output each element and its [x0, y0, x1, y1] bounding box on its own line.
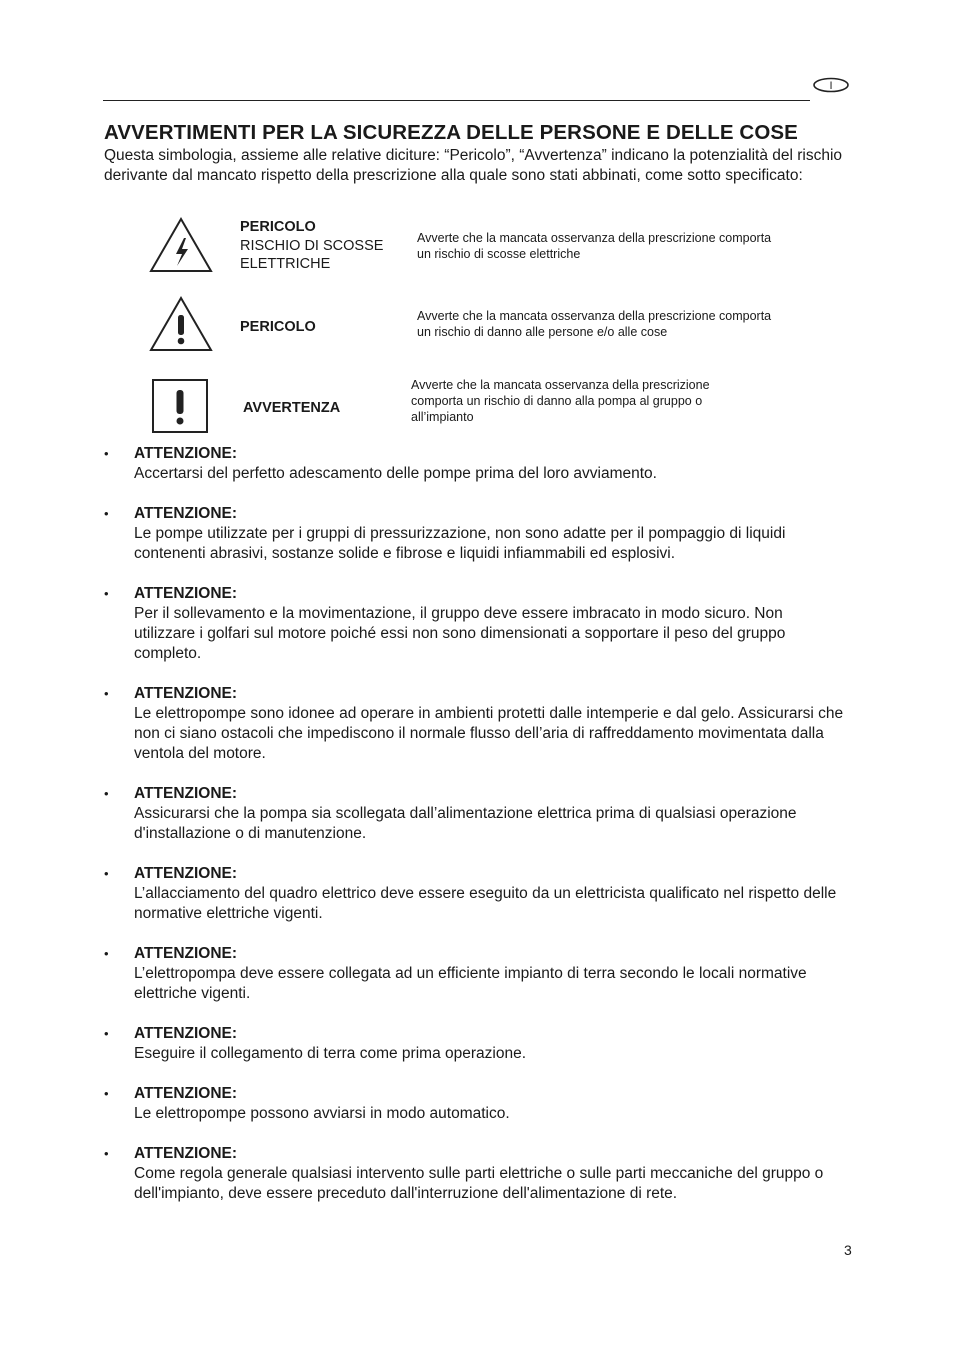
symbol-2-description: Avverte che la mancata osservanza della prescrizione comporta un rischio di danno alle persone e/o alle cose — [417, 309, 772, 339]
warning-label: ATTENZIONE: — [134, 1145, 238, 1162]
warning-text: Le elettropompe possono avviarsi in modo automatico. — [134, 1105, 510, 1122]
warning-label: ATTENZIONE: — [134, 945, 238, 962]
warning-item — [104, 1144, 844, 1204]
language-badge-label: I — [829, 80, 833, 92]
bullet-icon: • — [104, 586, 109, 601]
exclamation-warning-triangle-icon — [148, 295, 214, 358]
warning-label: ATTENZIONE: — [134, 585, 238, 602]
symbol-1-title: PERICOLO — [240, 219, 316, 235]
warning-text: Assicurarsi che la pompa sia scollegata dall’alimentazione elettrica prima di qualsiasi operazione d'installazione o di manutenzione. — [134, 805, 797, 842]
warning-item — [104, 444, 844, 484]
electric-shock-warning-icon — [148, 216, 214, 279]
warning-label: ATTENZIONE: — [134, 505, 238, 522]
bullet-icon: • — [104, 866, 109, 881]
warning-text: Le elettropompe sono idonee ad operare in ambienti protetti dalle intemperie e dal gelo. Assicurarsi che non ci siano ostacoli che impediscono il normale flusso dell’aria di raffreddamento movimentata dalla ventola del motore. — [134, 705, 844, 762]
bullet-icon: • — [104, 1146, 109, 1161]
symbol-2-title: PERICOLO — [240, 319, 316, 335]
warning-item — [104, 584, 844, 664]
warning-item — [104, 504, 844, 564]
intro-paragraph: Questa simbologia, assieme alle relative diciture: “Pericolo”, “Avvertenza” indicano la potenzialità del rischio derivante dal mancato rispetto della prescrizione alla quale sono stati abbinati, come sotto specificato: — [104, 147, 843, 184]
bullet-icon: • — [104, 786, 109, 801]
exclamation-square-icon — [151, 376, 209, 439]
page-number: 3 — [844, 1242, 852, 1258]
warning-text: Come regola generale qualsiasi intervento sulle parti elettriche o sulle parti meccaniche del gruppo o dell'impianto, deve essere preceduto dall'interruzione dell'alimentazione di rete. — [134, 1165, 824, 1202]
language-badge-icon — [812, 77, 850, 93]
symbol-1-subtitle: RISCHIO DI SCOSSE ELETTRICHE — [240, 238, 384, 272]
warning-item — [104, 684, 844, 764]
warning-text: L’elettropompa deve essere collegata ad un efficiente impianto di terra secondo le locali normative elettriche vigenti. — [134, 965, 807, 1002]
header-rule — [103, 100, 810, 101]
warning-label: ATTENZIONE: — [134, 445, 238, 462]
bullet-icon: • — [104, 446, 109, 461]
symbol-1-description: Avverte che la mancata osservanza della prescrizione comporta un rischio di scosse elettriche — [417, 231, 772, 261]
bullet-icon: • — [104, 686, 109, 701]
warning-item — [104, 864, 844, 924]
symbol-3-description: Avverte che la mancata osservanza della prescrizione comporta un rischio di danno alla pompa al gruppo o all’impianto — [411, 378, 710, 424]
warning-item — [104, 944, 844, 1004]
symbol-3-title: AVVERTENZA — [243, 400, 341, 416]
warning-text: Eseguire il collegamento di terra come prima operazione. — [134, 1045, 527, 1062]
warnings-list — [104, 444, 844, 1204]
warning-label: ATTENZIONE: — [134, 685, 238, 702]
bullet-icon: • — [104, 946, 109, 961]
bullet-icon: • — [104, 506, 109, 521]
warning-text: Le pompe utilizzate per i gruppi di pressurizzazione, non sono adatte per il pompaggio di liquidi contenenti abrasivi, sostanze solide e fibrose e liquidi infiammabili ed esplosivi. — [134, 525, 786, 562]
warning-item — [104, 784, 844, 844]
warning-label: ATTENZIONE: — [134, 1025, 238, 1042]
warning-label: ATTENZIONE: — [134, 865, 238, 882]
warning-label: ATTENZIONE: — [134, 785, 238, 802]
warning-text: Per il sollevamento e la movimentazione, il gruppo deve essere imbracato in modo sicuro. Non utilizzare i golfari sul motore poiché essi non sono dimensionati a sopportare il peso del gruppo completo. — [134, 605, 786, 662]
warning-label: ATTENZIONE: — [134, 1085, 238, 1102]
bullet-icon: • — [104, 1086, 109, 1101]
warning-text: L’allacciamento del quadro elettrico deve essere eseguito da un elettricista qualificato nel rispetto delle normative elettriche vigenti. — [134, 885, 837, 922]
warning-item — [104, 1024, 844, 1064]
bullet-icon: • — [104, 1026, 109, 1041]
warning-text: Accertarsi del perfetto adescamento delle pompe prima del loro avviamento. — [134, 465, 657, 482]
warning-item — [104, 1084, 844, 1124]
page-title: AVVERTIMENTI PER LA SICUREZZA DELLE PERSONE E DELLE COSE — [104, 121, 798, 144]
